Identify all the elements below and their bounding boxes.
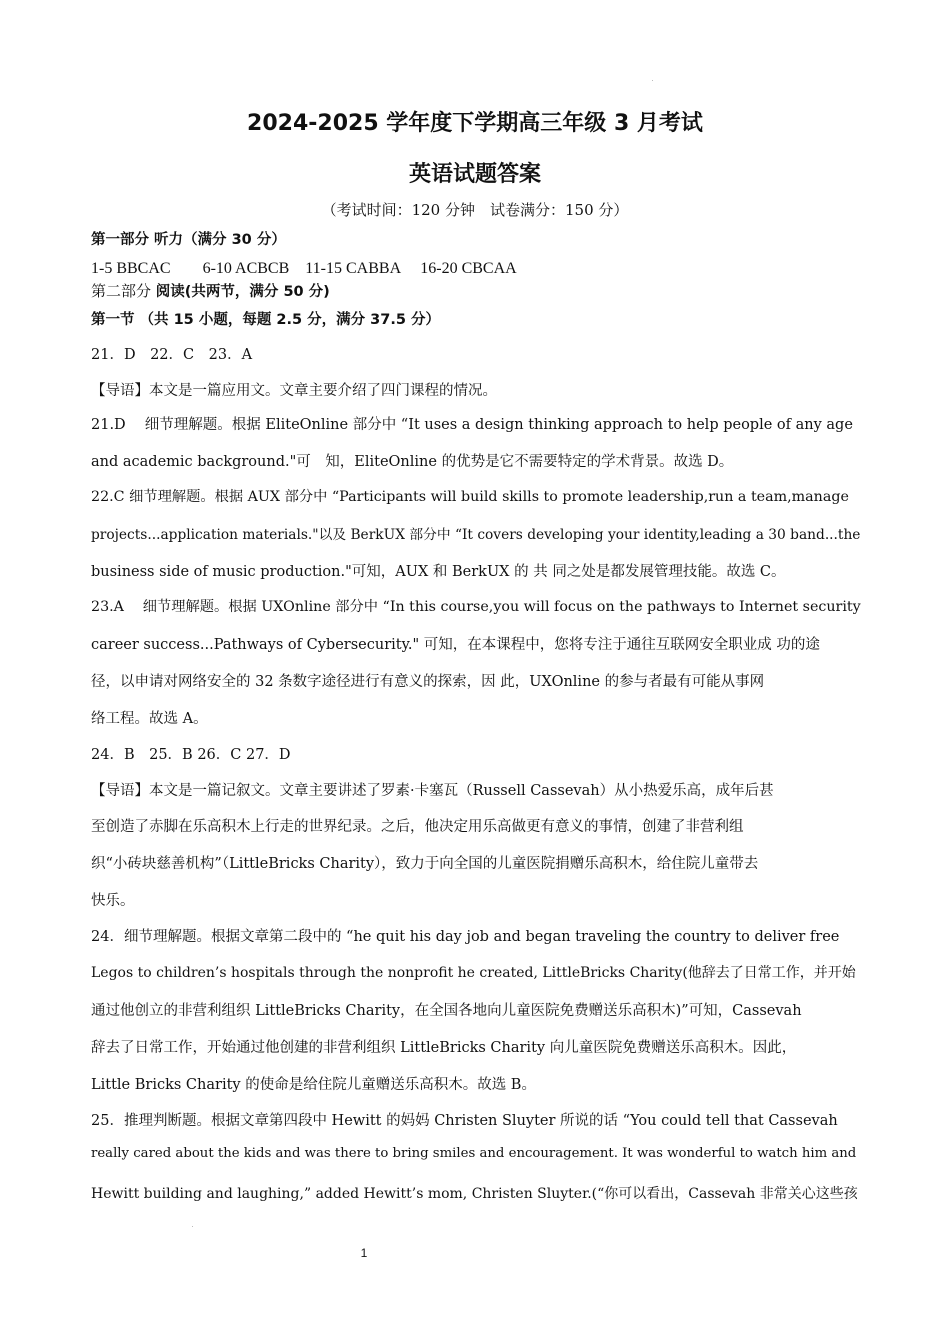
section1-heading: 第一节 （共 15 小题，每题 2.5 分，满分 37.5 分） <box>91 312 440 328</box>
body-line: 通过他创立的非营利组织 LittleBricks Charity，在全国各地向儿童医院免费赠送乐高积木)”可知，Cassevah <box>91 1003 802 1019</box>
body-line: 24．细节理解题。根据文章第二段中的 “he quit his day job and began traveling the country to deliver free <box>91 929 840 945</box>
body-line: 【导语】本文是一篇应用文。文章主要介绍了四门课程的情况。 <box>91 383 497 399</box>
part2-heading-prefix: 第二部分 <box>91 282 156 300</box>
body-line: Legos to children’s hospitals through the nonprofit he created, LittleBricks Charity(他辞去了日常工作，并开始 <box>91 965 856 981</box>
body-line: 至创造了赤脚在乐高积木上行走的世界纪录。之后，他决定用乐高做更有意义的事情，创建了非营利组 <box>91 819 744 835</box>
part2-heading <box>91 280 330 301</box>
body-line: career success...Pathways of Cybersecurity." 可知，在本课程中，您将专注于通往互联网安全职业成 功的途 <box>91 637 820 653</box>
page-number: 1 <box>360 1246 368 1260</box>
body-line: 21．D 22．C 23．A <box>91 347 253 363</box>
body-line: 23.A 细节理解题。根据 UXOnline 部分中 “In this course,you will focus on the pathways to Internet security <box>91 599 861 615</box>
body-line: 25．推理判断题。根据文章第四段中 Hewitt 的妈妈 Christen Sluyter 所说的话 “You could tell that Cassevah <box>91 1113 838 1129</box>
body-line: 辞去了日常工作，开始通过他创建的非营利组织 LittleBricks Charity 向儿童医院免费赠送乐高积木。因此， <box>91 1040 797 1056</box>
answer-key-title: 英语试题答案 <box>408 162 541 187</box>
body-line: 21.D 细节理解题。根据 EliteOnline 部分中 “It uses a design thinking approach to help people of any age <box>91 417 853 433</box>
body-line: 24．B 25．B 26．C 27．D <box>91 747 291 763</box>
body-line: 【导语】本文是一篇记叙文。文章主要讲述了罗素·卡塞瓦（Russell Cassevah）从小热爱乐高，成年后甚 <box>91 783 774 799</box>
body-line: 织“小砖块慈善机构”（LittleBricks Charity），致力于向全国的儿童医院捐赠乐高积木，给住院儿童带去 <box>91 856 759 872</box>
body-line: business side of music production."可知，AUX 和 BerkUX 的 共 同之处是都发展管理技能。故选 C。 <box>91 564 786 580</box>
part1-heading: 第一部分 听力（满分 30 分） <box>91 232 286 248</box>
body-line: really cared about the kids and was there to bring smiles and encouragement. It was wonderful to watch him and <box>91 1146 857 1161</box>
body-line: 22.C 细节理解题。根据 AUX 部分中 “Participants will build skills to promote leadership,run a team,manage <box>91 489 849 505</box>
part2-heading-bold: 阅读(共两节，满分 50 分) <box>155 284 330 300</box>
exam-info: （考试时间：120 分钟 试卷满分：150 分） <box>321 201 629 219</box>
body-line: Hewitt building and laughing,” added Hewitt’s mom, Christen Sluyter.(“你可以看出，Cassevah 非常关心这些孩 <box>91 1186 858 1202</box>
body-line: projects...application materials."以及 BerkUX 部分中 “It covers developing your identity,leading a 30 band...the <box>91 527 861 543</box>
scan-speck <box>652 80 653 81</box>
body-line: and academic background."可 知，EliteOnline 的优势是它不需要特定的学术背景。故选 D。 <box>91 454 734 470</box>
part1-answers: 1-5 BBCAC 6-10 ACBCB 11-15 CABBA 16-20 CBCAA <box>91 260 517 277</box>
scan-speck <box>192 1226 193 1227</box>
body-line: 径，以申请对网络安全的 32 条数字途径进行有意义的探索，因 此，UXOnline 的参与者最有可能从事网 <box>91 674 765 690</box>
body-line: 快乐。 <box>91 893 135 909</box>
body-line: Little Bricks Charity 的使命是给住院儿童赠送乐高积木。故选 B。 <box>91 1077 536 1093</box>
exam-title: 2024-2025 学年度下学期高三年级 3 月考试 <box>247 111 703 136</box>
body-line: 络工程。故选 A。 <box>91 711 208 727</box>
